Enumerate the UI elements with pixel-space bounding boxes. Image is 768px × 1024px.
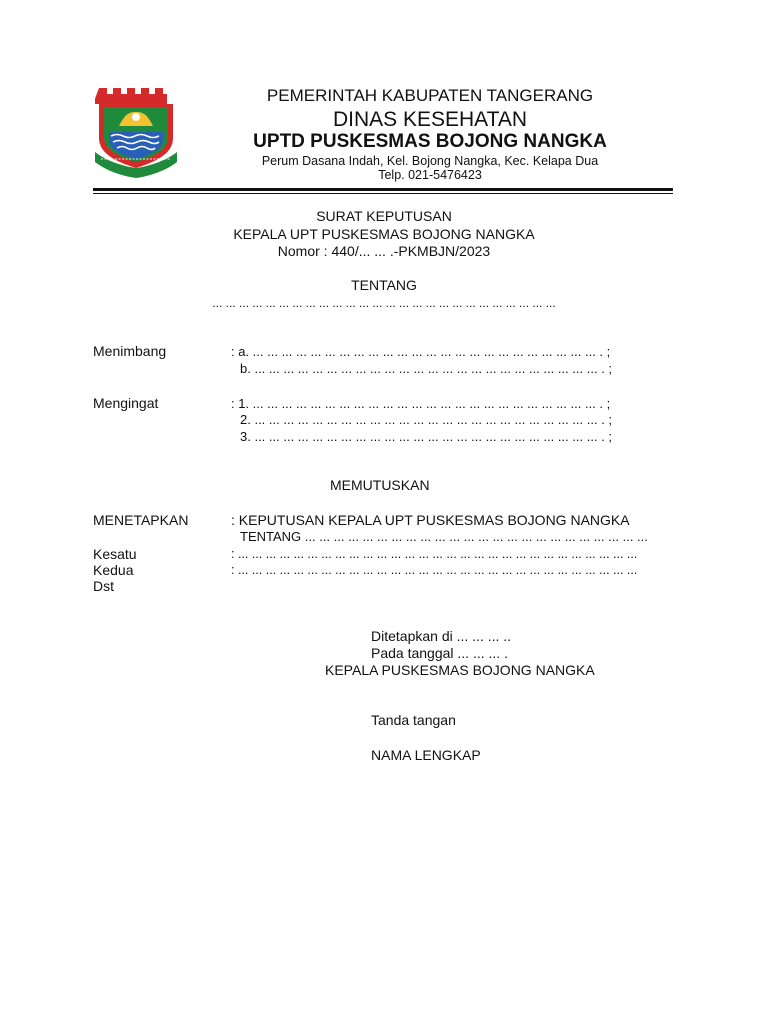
letterhead-department: DINAS KESEHATAN — [332, 108, 528, 131]
menetapkan-line-1: : KEPUTUSAN KEPALA UPT PUSKESMAS BOJONG NANGKA — [231, 512, 630, 528]
letterhead-divider-thick — [93, 188, 673, 191]
letterhead-government: PEMERINTAH KABUPATEN TANGERANG — [266, 86, 594, 105]
letterhead-address: Perum Dasana Indah, Kel. Bojong Nangka, Kec. Kelapa Dua — [261, 154, 599, 168]
ditetapkan-di: Ditetapkan di ... ... ... .. — [371, 628, 512, 644]
letterhead-phone: Telp. 021-5476423 — [378, 168, 482, 182]
signature-placeholder: Tanda tangan — [371, 712, 456, 728]
mengingat-item-3: 3. ... ... ... ... ... ... ... ... ... ... ... ... ... ... ... ... ... ... ... ... ... ... ... ... . ; — [240, 429, 613, 444]
mengingat-label: Mengingat — [93, 395, 159, 411]
menetapkan-label: MENETAPKAN — [93, 512, 189, 528]
kedua-label: Kedua — [93, 562, 134, 578]
doc-title: SURAT KEPUTUSAN — [316, 208, 452, 224]
mengingat-item-1: : 1. ... ... ... ... ... ... ... ... ... ... ... ... ... ... ... ... ... ... ... ... ... ... ... ... . ; — [231, 396, 611, 411]
kesatu-label: Kesatu — [93, 546, 137, 562]
doc-number: Nomor : 440/... ... .-PKMBJN/2023 — [277, 243, 491, 259]
menimbang-label: Menimbang — [93, 343, 167, 359]
memutuskan-heading: MEMUTUSKAN — [330, 477, 430, 493]
menimbang-item-b: b. ... ... ... ... ... ... ... ... ... ... ... ... ... ... ... ... ... ... ... ... ... ... ... ... . ; — [240, 361, 613, 376]
kesatu-text: : ... ... ... ... ... ... ... ... ... ... ... ... ... ... ... ... ... ... ... ... ... ... ... ... ... ... ... ... ... — [231, 547, 638, 561]
signatory-title: KEPALA PUSKESMAS BOJONG NANGKA — [325, 662, 595, 678]
doc-subtitle: KEPALA UPT PUSKESMAS BOJONG NANGKA — [233, 226, 535, 242]
tentang-label: TENTANG — [351, 277, 417, 293]
mengingat-item-2: 2. ... ... ... ... ... ... ... ... ... ... ... ... ... ... ... ... ... ... ... ... ... ... ... ... . ; — [240, 412, 613, 427]
letterhead-institution: UPTD PUSKESMAS BOJONG NANGKA — [253, 131, 607, 152]
pada-tanggal: Pada tanggal ... ... ... . — [371, 645, 508, 661]
tentang-placeholder: ... ... ... ... ... ... ... ... ... ... ... ... ... ... ... ... ... ... ... ... ... ... ... ... ... ... — [212, 296, 556, 310]
menetapkan-line-2: TENTANG ... ... ... ... ... ... ... ... ... ... ... ... ... ... ... ... ... ... ... ... ... ... ... ... — [240, 529, 648, 544]
signatory-name: NAMA LENGKAP — [371, 747, 481, 763]
menimbang-item-a: : a. ... ... ... ... ... ... ... ... ... ... ... ... ... ... ... ... ... ... ... ... ... ... ... ... . ; — [231, 344, 611, 359]
letterhead-divider-thin — [93, 193, 673, 194]
kedua-text: : ... ... ... ... ... ... ... ... ... ... ... ... ... ... ... ... ... ... ... ... ... ... ... ... ... ... ... ... ... — [231, 563, 638, 577]
dst-label: Dst — [93, 578, 114, 594]
